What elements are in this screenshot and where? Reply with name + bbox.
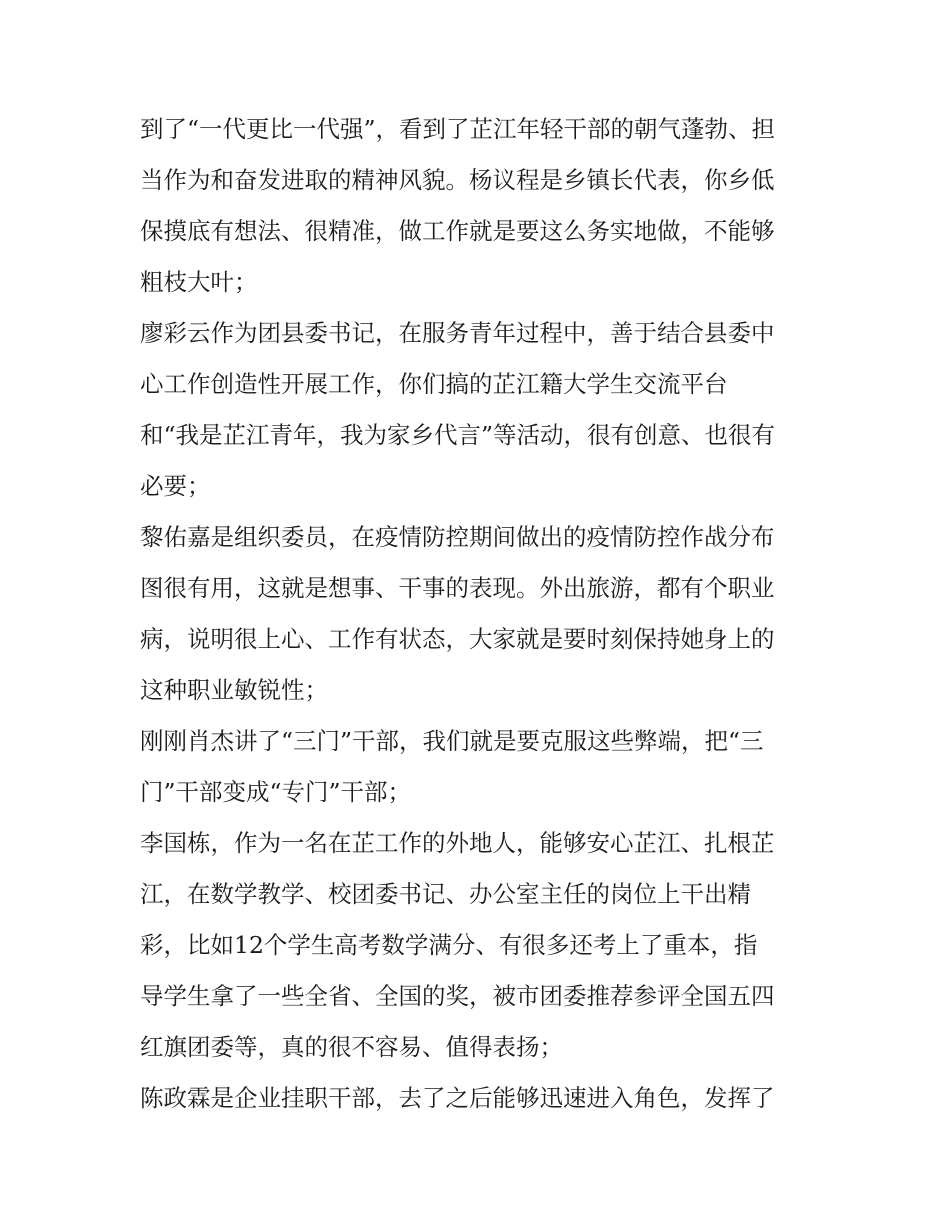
text-line: 彩，比如12个学生高考数学满分、有很多还考上了重本，指	[140, 931, 758, 959]
text-line: 图很有用，这就是想事、干事的表现。外出旅游，都有个职业	[140, 574, 775, 602]
text-line: 陈政霖是企业挂职干部，去了之后能够迅速进入角色，发挥了	[140, 1084, 775, 1112]
text-line: 红旗团委等，真的很不容易、值得表扬；	[140, 1033, 563, 1061]
text-line: 保摸底有想法、很精准，做工作就是要这么务实地做，不能够	[140, 217, 775, 245]
document-body	[140, 104, 820, 1124]
text-line: 廖彩云作为团县委书记，在服务青年过程中，善于结合县委中	[140, 319, 775, 347]
text-line: 江，在数学教学、校团委书记、办公室主任的岗位上干出精	[140, 880, 751, 908]
text-line: 到了“一代更比一代强”，看到了芷江年轻干部的朝气蓬勃、担	[140, 115, 776, 143]
text-line: 导学生拿了一些全省、全国的奖，被市团委推荐参评全国五四	[140, 982, 775, 1010]
text-line: 这种职业敏锐性；	[140, 676, 328, 704]
text-line: 刚刚肖杰讲了“三门”干部，我们就是要克服这些弊端，把“三	[140, 727, 764, 755]
text-line: 和“我是芷江青年，我为家乡代言”等活动，很有创意、也很有	[140, 421, 776, 449]
text-line: 黎佑嘉是组织委员，在疫情防控期间做出的疫情防控作战分布	[140, 523, 775, 551]
text-line: 李国栋，作为一名在芷工作的外地人，能够安心芷江、扎根芷	[140, 829, 775, 857]
text-line: 病，说明很上心、工作有状态，大家就是要时刻保持她身上的	[140, 625, 775, 653]
text-line: 必要；	[140, 472, 211, 500]
text-line: 心工作创造性开展工作，你们搞的芷江籍大学生交流平台	[140, 370, 728, 398]
text-line: 粗枝大叶；	[140, 268, 258, 296]
text-line: 当作为和奋发进取的精神风貌。杨议程是乡镇长代表，你乡低	[140, 166, 775, 194]
text-line: 门”干部变成“专门”干部；	[140, 778, 412, 806]
